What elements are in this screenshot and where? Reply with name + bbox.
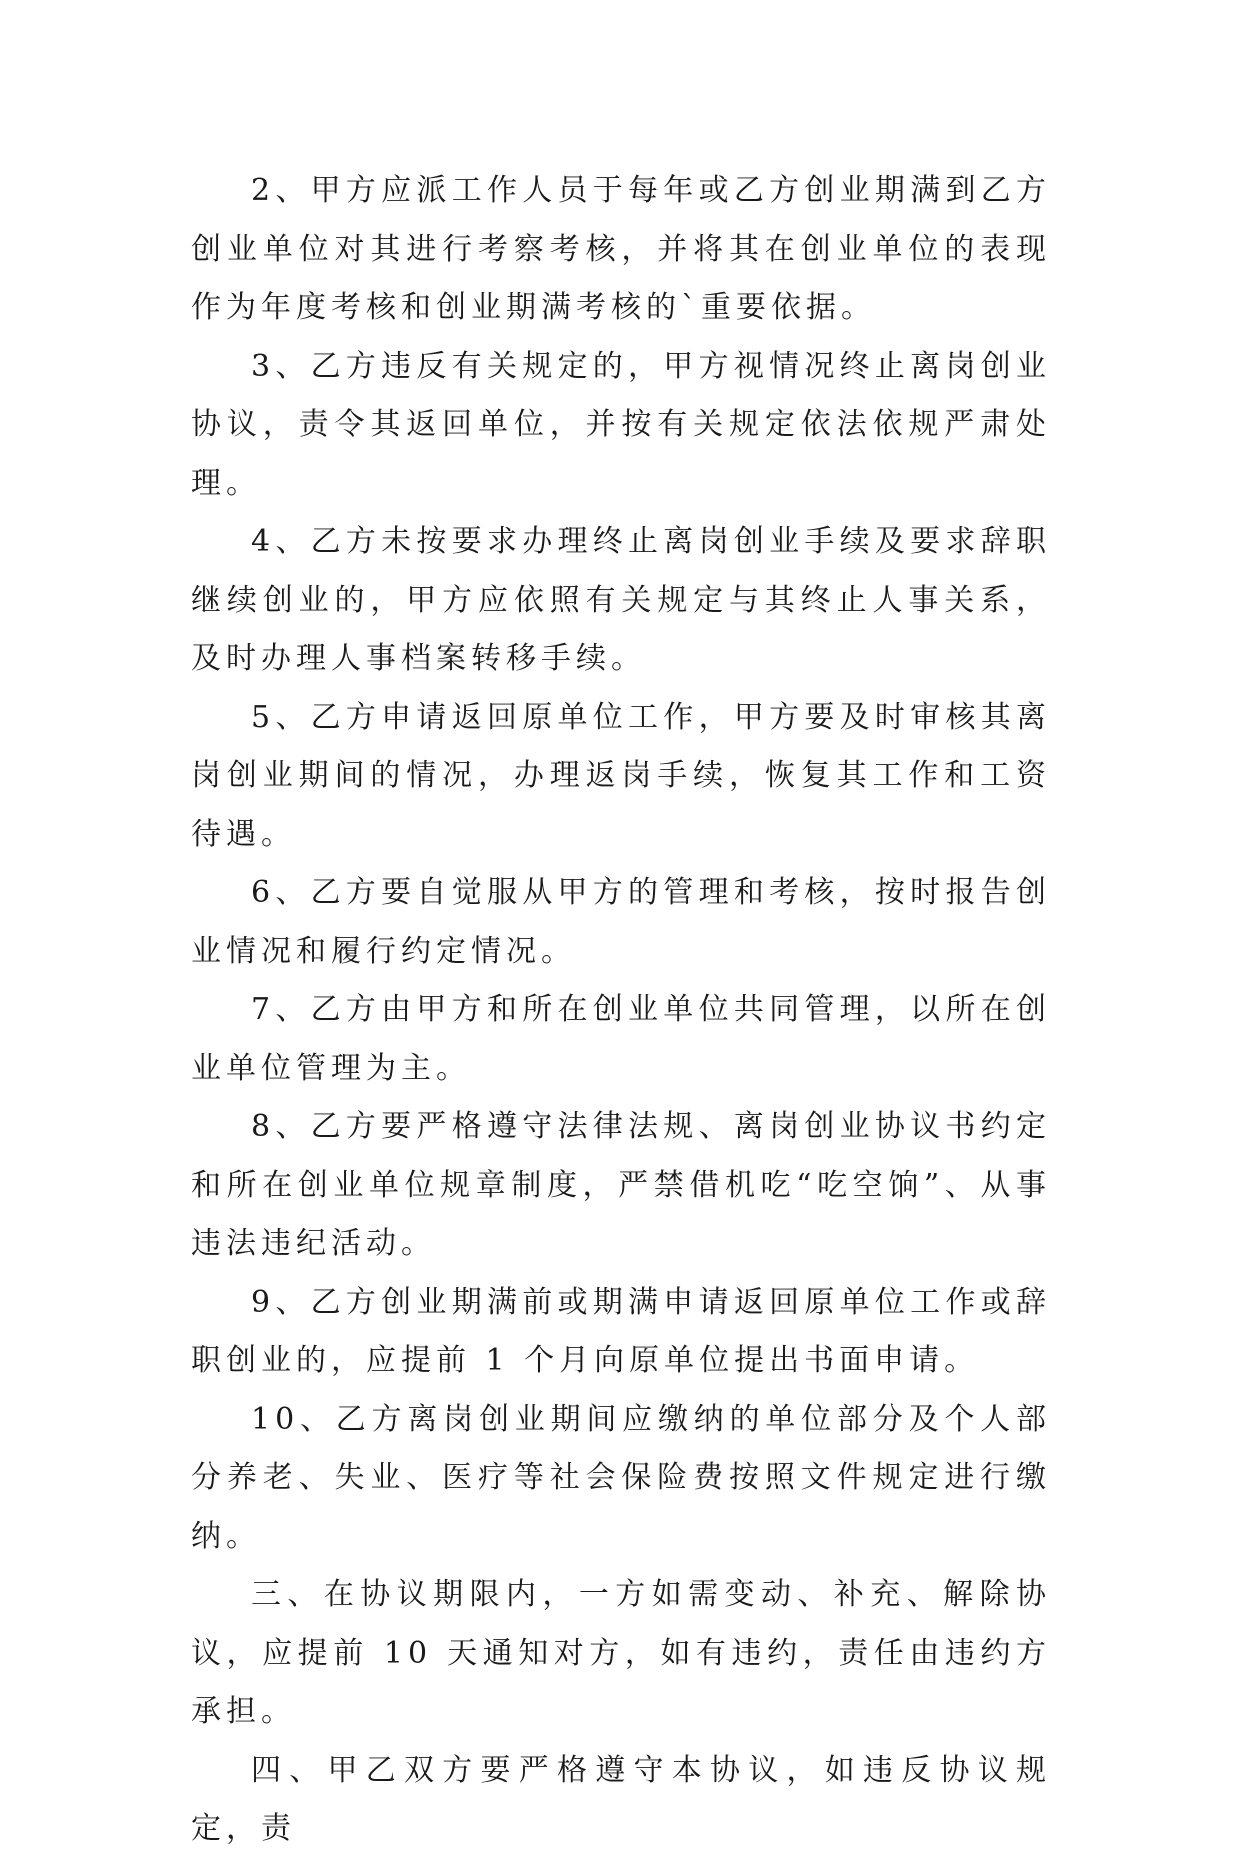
paragraph-clause-2: 2、甲方应派工作人员于每年或乙方创业期满到乙方创业单位对其进行考察考核，并将其在创业单位的表现作为年度考核和创业期满考核的`重要依据。 (191, 173, 1051, 325)
paragraph-section-4: 四、甲乙双方要严格遵守本协议，如违反协议规定，责 (191, 1752, 1051, 1846)
paragraph-clause-3: 3、乙方违反有关规定的，甲方视情况终止离岗创业协议，责令其返回单位，并按有关规定依法依规严肃处理。 (191, 348, 1051, 501)
document-body (191, 162, 1051, 1859)
paragraph-clause-4: 4、乙方未按要求办理终止离岗创业手续及要求辞职继续创业的，甲方应依照有关规定与其终止人事关系，及时办理人事档案转移手续。 (191, 524, 1051, 676)
paragraph-clause-9: 9、乙方创业期满前或期满申请返回原单位工作或辞职创业的，应提前 1 个月向原单位提出书面申请。 (191, 1284, 1051, 1378)
paragraph-section-3: 三、在协议期限内，一方如需变动、补充、解除协议，应提前 10 天通知对方，如有违约，责任由违约方承担。 (191, 1577, 1051, 1729)
paragraph-clause-8: 8、乙方要严格遵守法律法规、离岗创业协议书约定和所在创业单位规章制度，严禁借机吃“吃空饷”、从事违法违纪活动。 (191, 1109, 1051, 1261)
paragraph-clause-5: 5、乙方申请返回原单位工作，甲方要及时审核其离岗创业期间的情况，办理返岗手续，恢复其工作和工资待遇。 (191, 699, 1051, 852)
paragraph-clause-6: 6、乙方要自觉服从甲方的管理和考核，按时报告创业情况和履行约定情况。 (191, 875, 1051, 969)
paragraph-clause-7: 7、乙方由甲方和所在创业单位共同管理，以所在创业单位管理为主。 (191, 992, 1051, 1086)
paragraph-clause-10: 10、乙方离岗创业期间应缴纳的单位部分及个人部分养老、失业、医疗等社会保险费按照文件规定进行缴纳。 (191, 1401, 1051, 1554)
